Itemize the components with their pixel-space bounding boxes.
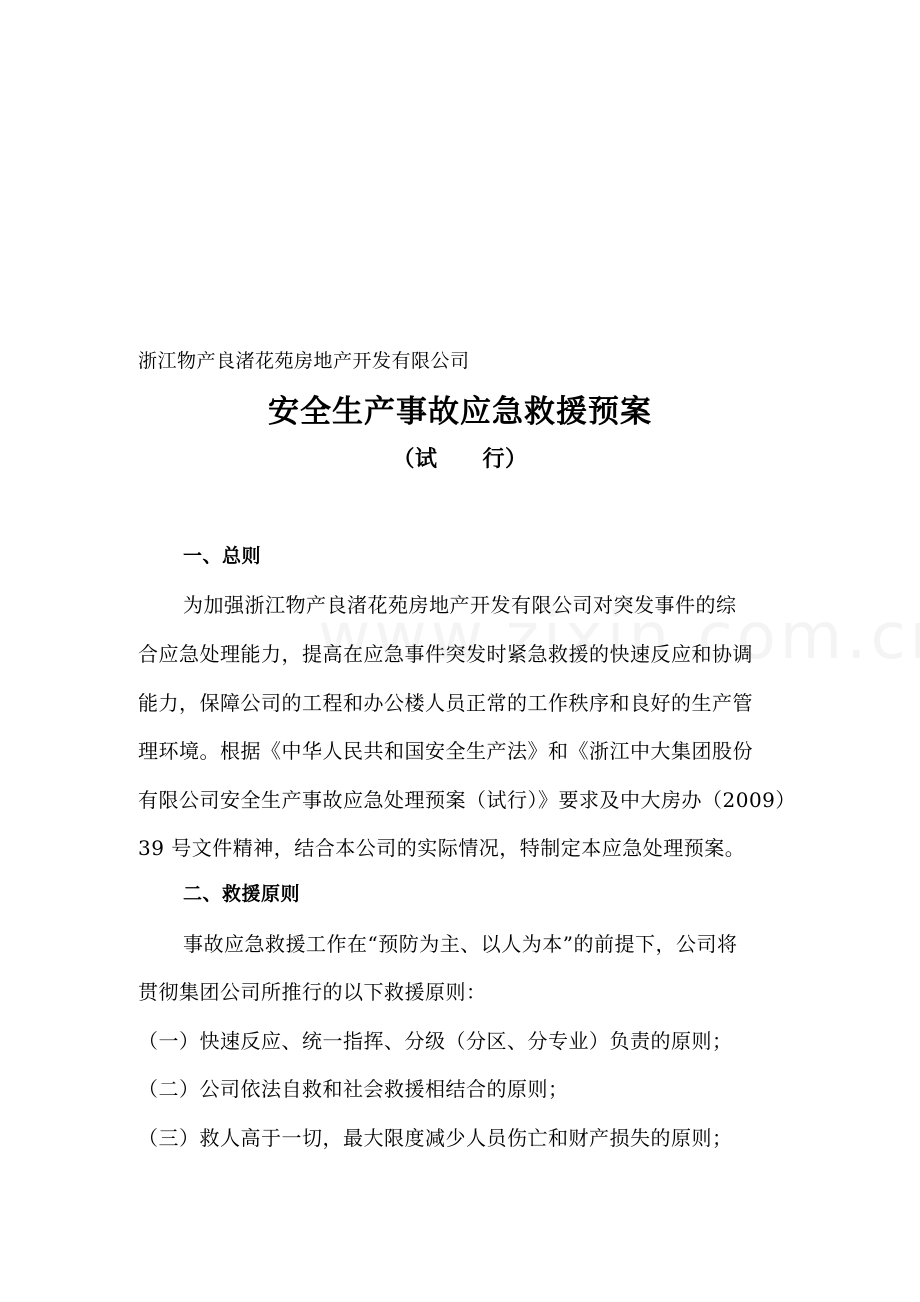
paragraph-line: 事故应急救援工作在“预防为主、以人为本”的前提下，公司将 [183, 932, 738, 956]
principle-item: （二）公司依法自救和社会救援相结合的原则； [138, 1077, 569, 1101]
paragraph-line: 合应急处理能力，提高在应急事件突发时紧急救援的快速反应和协调 [138, 642, 753, 666]
paragraph-line: 理环境。根据《中华人民共和国安全生产法》和《浙江中大集团股份 [138, 739, 753, 763]
company-name: 浙江物产良渚花苑房地产开发有限公司 [138, 350, 470, 372]
paragraph-line: 贯彻集团公司所推行的以下救援原则： [138, 980, 487, 1004]
paragraph-line: 39 号文件精神，结合本公司的实际情况，特制定本应急处理预案。 [138, 836, 746, 860]
section-heading-principles: 二、救援原则 [183, 883, 301, 905]
paragraph-line: 能力，保障公司的工程和办公楼人员正常的工作秩序和良好的生产管 [138, 691, 753, 715]
paragraph-line: 为加强浙江物产良渚花苑房地产开发有限公司对突发事件的综 [183, 593, 737, 617]
principle-item: （三）救人高于一切，最大限度减少人员伤亡和财产损失的原则； [138, 1126, 733, 1150]
section-heading-general: 一、总则 [183, 545, 262, 567]
principle-item: （一）快速反应、统一指挥、分级（分区、分专业）负责的原则； [138, 1029, 733, 1053]
document-subtitle: （试 行） [392, 447, 528, 472]
paragraph-line: 有限公司安全生产事故应急处理预案（试行）》要求及中大房办（2009） [138, 788, 796, 812]
document-title: 安全生产事故应急救援预案 [268, 394, 652, 430]
